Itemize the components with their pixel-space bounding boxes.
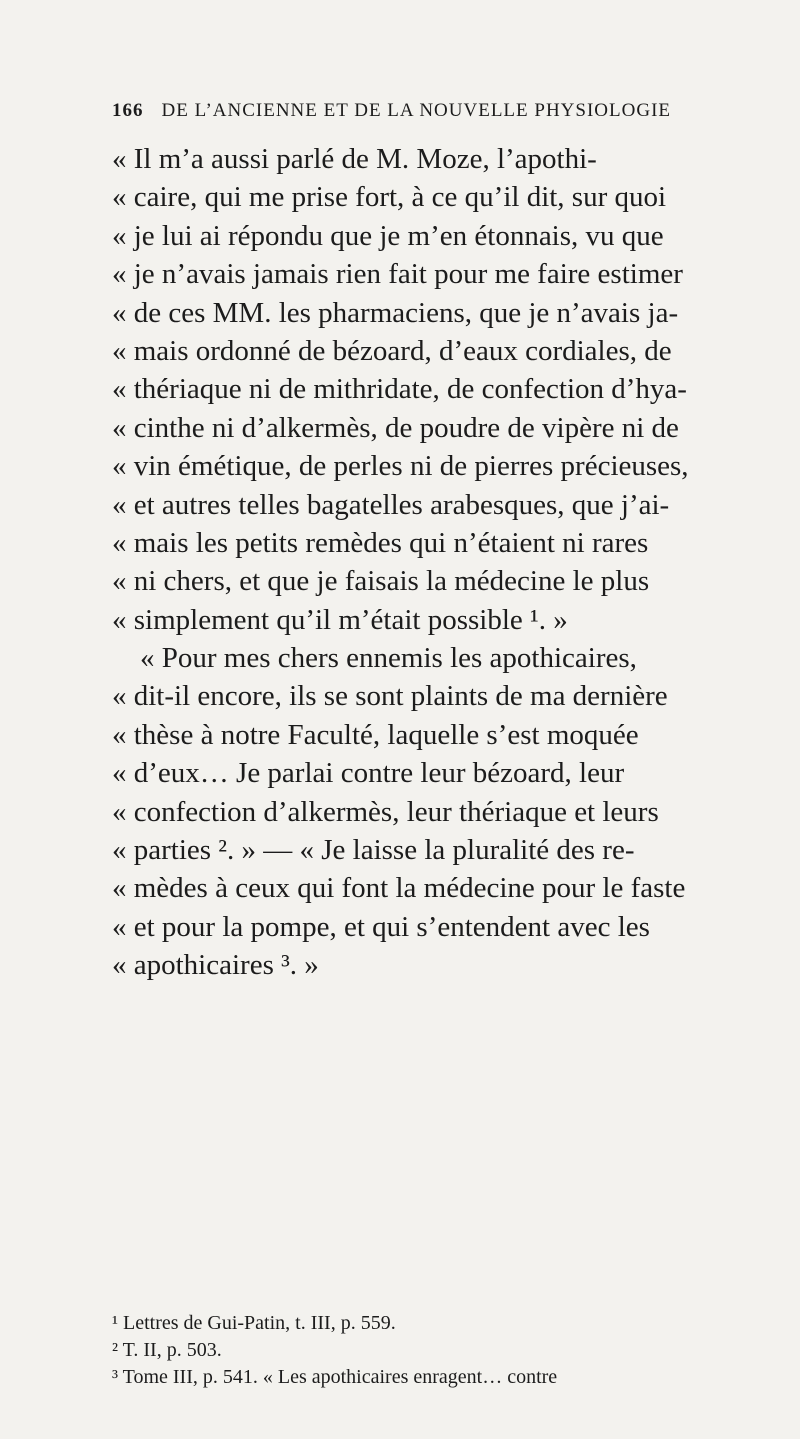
- page-header: [112, 100, 732, 122]
- text-line: « vin émétique, de perles ni de pierres précieuses,: [112, 450, 689, 483]
- footnote: ¹ Lettres de Gui-Patin, t. III, p. 559.: [112, 1312, 396, 1334]
- text-line: « thériaque ni de mithridate, de confection d’hya-: [112, 373, 687, 406]
- text-line: « dit-il encore, ils se sont plaints de ma dernière: [112, 680, 668, 713]
- text-line: « je lui ai répondu que je m’en étonnais, vu que: [112, 219, 664, 252]
- text-line: « mais ordonné de bézoard, d’eaux cordiales, de: [112, 334, 672, 367]
- text-line: « je n’avais jamais rien fait pour me faire estimer: [112, 258, 683, 291]
- text-line: « Pour mes chers ennemis les apothicaires,: [140, 642, 637, 675]
- text-line: « ni chers, et que je faisais la médecine le plus: [112, 565, 650, 598]
- text-line: « et pour la pompe, et qui s’entendent avec les: [112, 910, 650, 943]
- body-text: [112, 140, 742, 985]
- footnote: ² T. II, p. 503.: [112, 1339, 222, 1361]
- text-line: « cinthe ni d’alkermès, de poudre de vipère ni de: [112, 411, 679, 444]
- text-line: « de ces MM. les pharmaciens, que je n’avais ja-: [112, 296, 679, 329]
- text-line: « d’eux… Je parlai contre leur bézoard, leur: [112, 757, 625, 790]
- text-line: « mais les petits remèdes qui n’étaient ni rares: [112, 526, 649, 559]
- text-line: « mèdes à ceux qui font la médecine pour le faste: [112, 872, 686, 905]
- footnotes: [112, 1310, 752, 1391]
- text-line: « parties ². » — « Je laisse la pluralité des re-: [112, 834, 635, 867]
- running-title: DE L’ANCIENNE ET DE LA NOUVELLE PHYSIOLOGIE: [161, 100, 672, 121]
- text-line: « Il m’a aussi parlé de M. Moze, l’apothi-: [112, 143, 597, 175]
- text-line: « confection d’alkermès, leur thériaque et leurs: [112, 795, 659, 828]
- text-line: « apothicaires ³. »: [112, 949, 319, 982]
- text-line: « et autres telles bagatelles arabesques, que j’ai-: [112, 488, 670, 521]
- page-number: 166: [112, 100, 144, 121]
- text-line: « thèse à notre Faculté, laquelle s’est moquée: [112, 718, 639, 751]
- text-line: « simplement qu’il m’était possible ¹. »: [112, 603, 568, 636]
- footnote: ³ Tome III, p. 541. « Les apothicaires enragent… contre: [112, 1366, 558, 1388]
- text-line: « caire, qui me prise fort, à ce qu’il dit, sur quoi: [112, 181, 667, 214]
